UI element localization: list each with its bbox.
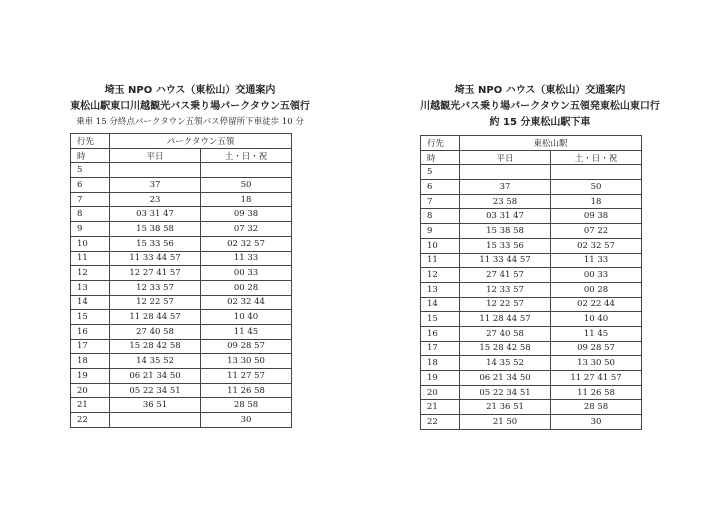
hour-cell: 19	[421, 371, 460, 386]
weekend-times: 11 27 41 57	[551, 371, 642, 386]
hour-row	[421, 312, 642, 327]
weekday-times: 11 33 44 57	[460, 253, 551, 268]
timetable-table	[70, 133, 292, 428]
weekday-times: 12 22 57	[460, 297, 551, 312]
hour-row	[421, 415, 642, 430]
weekday-times: 15 33 56	[110, 236, 201, 251]
weekday-times: 06 21 34 50	[460, 371, 551, 386]
route-subtitle: 約 15 分東松山駅下車	[489, 117, 591, 128]
hour-cell: 17	[421, 341, 460, 356]
destination-value: 東松山駅	[460, 136, 642, 151]
destination-value: パークタウン五領	[110, 134, 292, 149]
hour-cell: 13	[421, 282, 460, 297]
weekday-times: 15 28 42 58	[110, 339, 201, 354]
hour-row	[71, 383, 292, 398]
hour-header: 時	[71, 148, 110, 163]
hour-cell: 7	[421, 194, 460, 209]
weekend-times: 28 58	[201, 398, 292, 413]
weekday-times: 21 50	[460, 415, 551, 430]
weekend-times: 02 32 44	[201, 295, 292, 310]
weekend-times: 07 22	[551, 224, 642, 239]
weekday-times: 03 31 47	[110, 207, 201, 222]
hour-cell: 10	[71, 236, 110, 251]
weekend-times: 02 22 44	[551, 297, 642, 312]
weekend-times: 11 45	[551, 326, 642, 341]
route-title: 川越観光バス乗り場パークタウン五領発東松山東口行	[420, 101, 660, 112]
weekend-times: 30	[201, 413, 292, 428]
weekend-times: 50	[551, 180, 642, 195]
weekend-times: 02 32 57	[201, 236, 292, 251]
weekend-times: 00 33	[551, 268, 642, 283]
hour-row	[71, 280, 292, 295]
weekday-times: 14 35 52	[110, 354, 201, 369]
hour-cell: 5	[421, 165, 460, 180]
weekend-times: 09 38	[551, 209, 642, 224]
hour-cell: 8	[71, 207, 110, 222]
destination-label: 行先	[421, 136, 460, 151]
hour-cell: 12	[71, 266, 110, 281]
weekday-times: 11 33 44 57	[110, 251, 201, 266]
weekday-times	[110, 413, 201, 428]
weekend-times: 28 58	[551, 400, 642, 415]
weekday-times: 15 33 56	[460, 238, 551, 253]
weekday-header: 平日	[110, 148, 201, 163]
hour-row	[421, 326, 642, 341]
hour-row	[71, 207, 292, 222]
weekend-times: 00 33	[201, 266, 292, 281]
hour-cell: 10	[421, 238, 460, 253]
weekend-times: 07 32	[201, 222, 292, 237]
weekend-times: 09 28 57	[551, 341, 642, 356]
weekend-times: 02 32 57	[551, 238, 642, 253]
destination-label: 行先	[71, 134, 110, 149]
hour-cell: 15	[71, 310, 110, 325]
hour-row	[421, 282, 642, 297]
hour-cell: 15	[421, 312, 460, 327]
weekend-times: 00 28	[201, 280, 292, 295]
weekday-times: 36 51	[110, 398, 201, 413]
hour-row	[421, 385, 642, 400]
hour-row	[71, 413, 292, 428]
hour-cell: 20	[71, 383, 110, 398]
weekday-header: 平日	[460, 150, 551, 165]
hour-cell: 13	[71, 280, 110, 295]
weekend-times: 11 26 58	[201, 383, 292, 398]
hour-row	[421, 209, 642, 224]
hour-row	[71, 236, 292, 251]
hour-row	[71, 178, 292, 193]
hour-cell: 9	[71, 222, 110, 237]
hour-row	[421, 371, 642, 386]
hour-row	[421, 253, 642, 268]
weekend-times	[551, 165, 642, 180]
hour-cell: 8	[421, 209, 460, 224]
hour-cell: 16	[71, 324, 110, 339]
hour-cell: 14	[71, 295, 110, 310]
weekday-times: 11 28 44 57	[460, 312, 551, 327]
weekday-times: 12 33 57	[110, 280, 201, 295]
weekend-times: 09 38	[201, 207, 292, 222]
weekday-times: 12 33 57	[460, 282, 551, 297]
hour-row	[71, 324, 292, 339]
hour-row	[71, 222, 292, 237]
weekday-times: 03 31 47	[460, 209, 551, 224]
weekday-times	[460, 165, 551, 180]
weekday-times: 15 38 58	[460, 224, 551, 239]
hour-cell: 9	[421, 224, 460, 239]
weekday-times: 27 40 58	[110, 324, 201, 339]
weekend-times: 18	[201, 192, 292, 207]
weekday-times	[110, 163, 201, 178]
weekday-times: 23	[110, 192, 201, 207]
weekday-times: 27 40 58	[460, 326, 551, 341]
weekday-times: 27 41 57	[460, 268, 551, 283]
hour-cell: 22	[71, 413, 110, 428]
hour-cell: 5	[71, 163, 110, 178]
hour-row	[71, 163, 292, 178]
weekend-times	[201, 163, 292, 178]
hour-row	[71, 310, 292, 325]
weekday-times: 12 27 41 57	[110, 266, 201, 281]
hour-cell: 6	[71, 178, 110, 193]
weekend-times: 50	[201, 178, 292, 193]
hour-cell: 7	[71, 192, 110, 207]
hour-row	[421, 238, 642, 253]
weekend-times: 11 45	[201, 324, 292, 339]
hour-cell: 14	[421, 297, 460, 312]
hour-cell: 18	[421, 356, 460, 371]
hour-cell: 16	[421, 326, 460, 341]
hour-cell: 6	[421, 180, 460, 195]
hour-row	[421, 341, 642, 356]
hour-row	[71, 192, 292, 207]
hour-cell: 21	[71, 398, 110, 413]
weekend-times: 11 33	[551, 253, 642, 268]
weekend-times: 11 27 57	[201, 369, 292, 384]
weekday-times: 37	[110, 178, 201, 193]
hour-row	[421, 356, 642, 371]
weekend-times: 30	[551, 415, 642, 430]
weekday-times: 15 38 58	[110, 222, 201, 237]
hour-cell: 20	[421, 385, 460, 400]
hour-row	[421, 194, 642, 209]
weekend-header: 土・日・祝	[551, 150, 642, 165]
hour-row	[421, 297, 642, 312]
hour-cell: 12	[421, 268, 460, 283]
hour-row	[71, 354, 292, 369]
weekday-times: 05 22 34 51	[110, 383, 201, 398]
hour-cell: 11	[71, 251, 110, 266]
header-row	[71, 148, 292, 163]
hour-row	[421, 224, 642, 239]
hour-cell: 17	[71, 339, 110, 354]
hour-row	[71, 266, 292, 281]
hour-row	[71, 251, 292, 266]
weekday-times: 14 35 52	[460, 356, 551, 371]
weekend-times: 10 40	[201, 310, 292, 325]
destination-row	[421, 136, 642, 151]
hour-header: 時	[421, 150, 460, 165]
timetable-panel-left	[70, 83, 310, 428]
weekday-times: 05 22 34 51	[460, 385, 551, 400]
route-note: 乗車 15 分終点パークタウン五領バス停留所下車徒歩 10 分	[76, 117, 304, 127]
destination-row	[71, 134, 292, 149]
hour-cell: 22	[421, 415, 460, 430]
weekday-times: 06 21 34 50	[110, 369, 201, 384]
weekend-header: 土・日・祝	[201, 148, 292, 163]
weekend-times: 09 28 57	[201, 339, 292, 354]
hour-cell: 19	[71, 369, 110, 384]
weekday-times: 37	[460, 180, 551, 195]
hour-cell: 21	[421, 400, 460, 415]
hour-row	[71, 295, 292, 310]
weekday-times: 15 28 42 58	[460, 341, 551, 356]
hour-row	[421, 400, 642, 415]
hour-row	[421, 180, 642, 195]
hour-cell: 11	[421, 253, 460, 268]
weekday-times: 11 28 44 57	[110, 310, 201, 325]
weekday-times: 23 58	[460, 194, 551, 209]
weekend-times: 11 33	[201, 251, 292, 266]
hour-cell: 18	[71, 354, 110, 369]
weekend-times: 11 26 58	[551, 385, 642, 400]
header-title: 埼玉 NPO ハウス（東松山）交通案内	[104, 85, 276, 96]
header-row	[421, 150, 642, 165]
hour-row	[421, 165, 642, 180]
weekend-times: 18	[551, 194, 642, 209]
hour-row	[71, 339, 292, 354]
weekend-times: 10 40	[551, 312, 642, 327]
timetable-panel-right	[420, 83, 660, 430]
hour-row	[71, 398, 292, 413]
weekend-times: 00 28	[551, 282, 642, 297]
weekend-times: 13 30 50	[201, 354, 292, 369]
timetable-table	[420, 135, 642, 430]
hour-row	[421, 268, 642, 283]
weekend-times: 13 30 50	[551, 356, 642, 371]
header-title: 埼玉 NPO ハウス（東松山）交通案内	[454, 85, 626, 96]
weekday-times: 12 22 57	[110, 295, 201, 310]
weekday-times: 21 36 51	[460, 400, 551, 415]
route-title: 東松山駅東口川越観光バス乗り場パークタウン五領行	[70, 101, 310, 112]
hour-row	[71, 369, 292, 384]
